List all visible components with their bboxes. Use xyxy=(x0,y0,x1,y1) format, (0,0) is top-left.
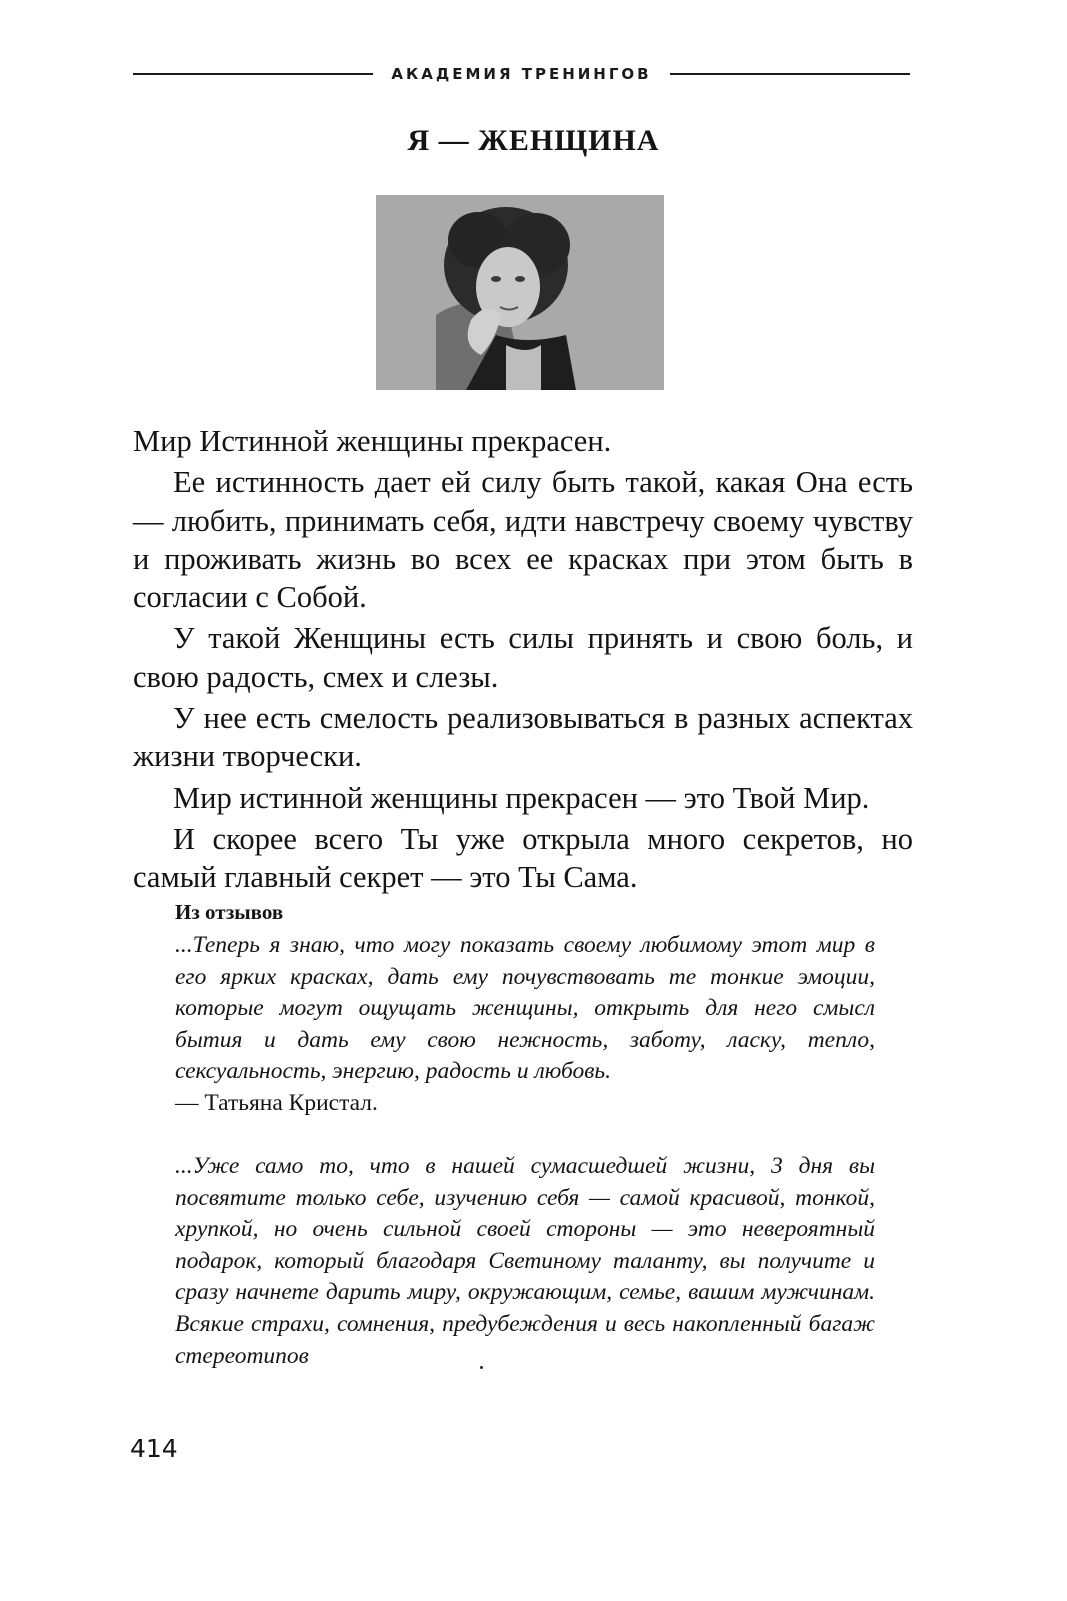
review-quote xyxy=(175,1151,875,1372)
header-rule-left xyxy=(133,73,373,75)
paragraph: Мир истинной женщины прекрасен — это Твой Мир. xyxy=(173,780,870,815)
review-text: ...Уже само то, что в нашей сумасшедшей жизни, 3 дня вы посвятите только себе, изучению себя — самой красивой, тонкой, хрупкой, но очень сильной своей стороны — это невероятный подарок, который благодаря Светиному таланту, вы получите и сразу начнете дарить миру, окружающим, семье, вашим мужчинам. Всякие страхи, сомнения, предубеждения и весь накопленный багаж стереотипов xyxy=(175,1153,875,1369)
review-text: ...Теперь я знаю, что могу показать своему любимому этот мир в его ярких красках, дать ему почувствовать те тонкие эмоции, которые могут ощущать женщины, открыть для него смысл бытия и дать ему свою нежность, заботу, ласку, тепло, сексуальность, энергию, радость и любовь. xyxy=(175,932,875,1085)
reviews-heading: Из отзывов xyxy=(175,900,284,924)
header-rule-right xyxy=(670,73,910,75)
header-title: АКАДЕМИЯ ТРЕНИНГОВ xyxy=(391,65,652,83)
main-text xyxy=(133,422,913,900)
paragraph: Мир Истинной женщины прекрасен. xyxy=(133,424,612,458)
review-quote xyxy=(175,930,875,1120)
paragraph: И скорее всего Ты уже открыла много секретов, но самый главный секрет — это Ты Сама. xyxy=(133,821,913,895)
page-number: 414 xyxy=(130,1434,178,1463)
paragraph: У такой Женщины есть силы принять и свою боль, и свою радость, смех и слезы. xyxy=(133,621,913,694)
portrait-photo xyxy=(376,195,664,390)
chapter-title: Я — ЖЕНЩИНА xyxy=(407,124,660,157)
print-mark xyxy=(480,1366,483,1369)
running-header xyxy=(133,62,910,86)
review-author: — Татьяна Кристал. xyxy=(175,1089,378,1116)
paragraph: Ее истинность дает ей силу быть такой, какая Она есть — любить, принимать себя, идти навстречу своему чувству и проживать жизнь во всех ее красках при этом быть в согласии с Собой. xyxy=(133,465,913,615)
paragraph: У нее есть смелость реализовываться в разных аспектах жизни творчески. xyxy=(133,701,913,774)
